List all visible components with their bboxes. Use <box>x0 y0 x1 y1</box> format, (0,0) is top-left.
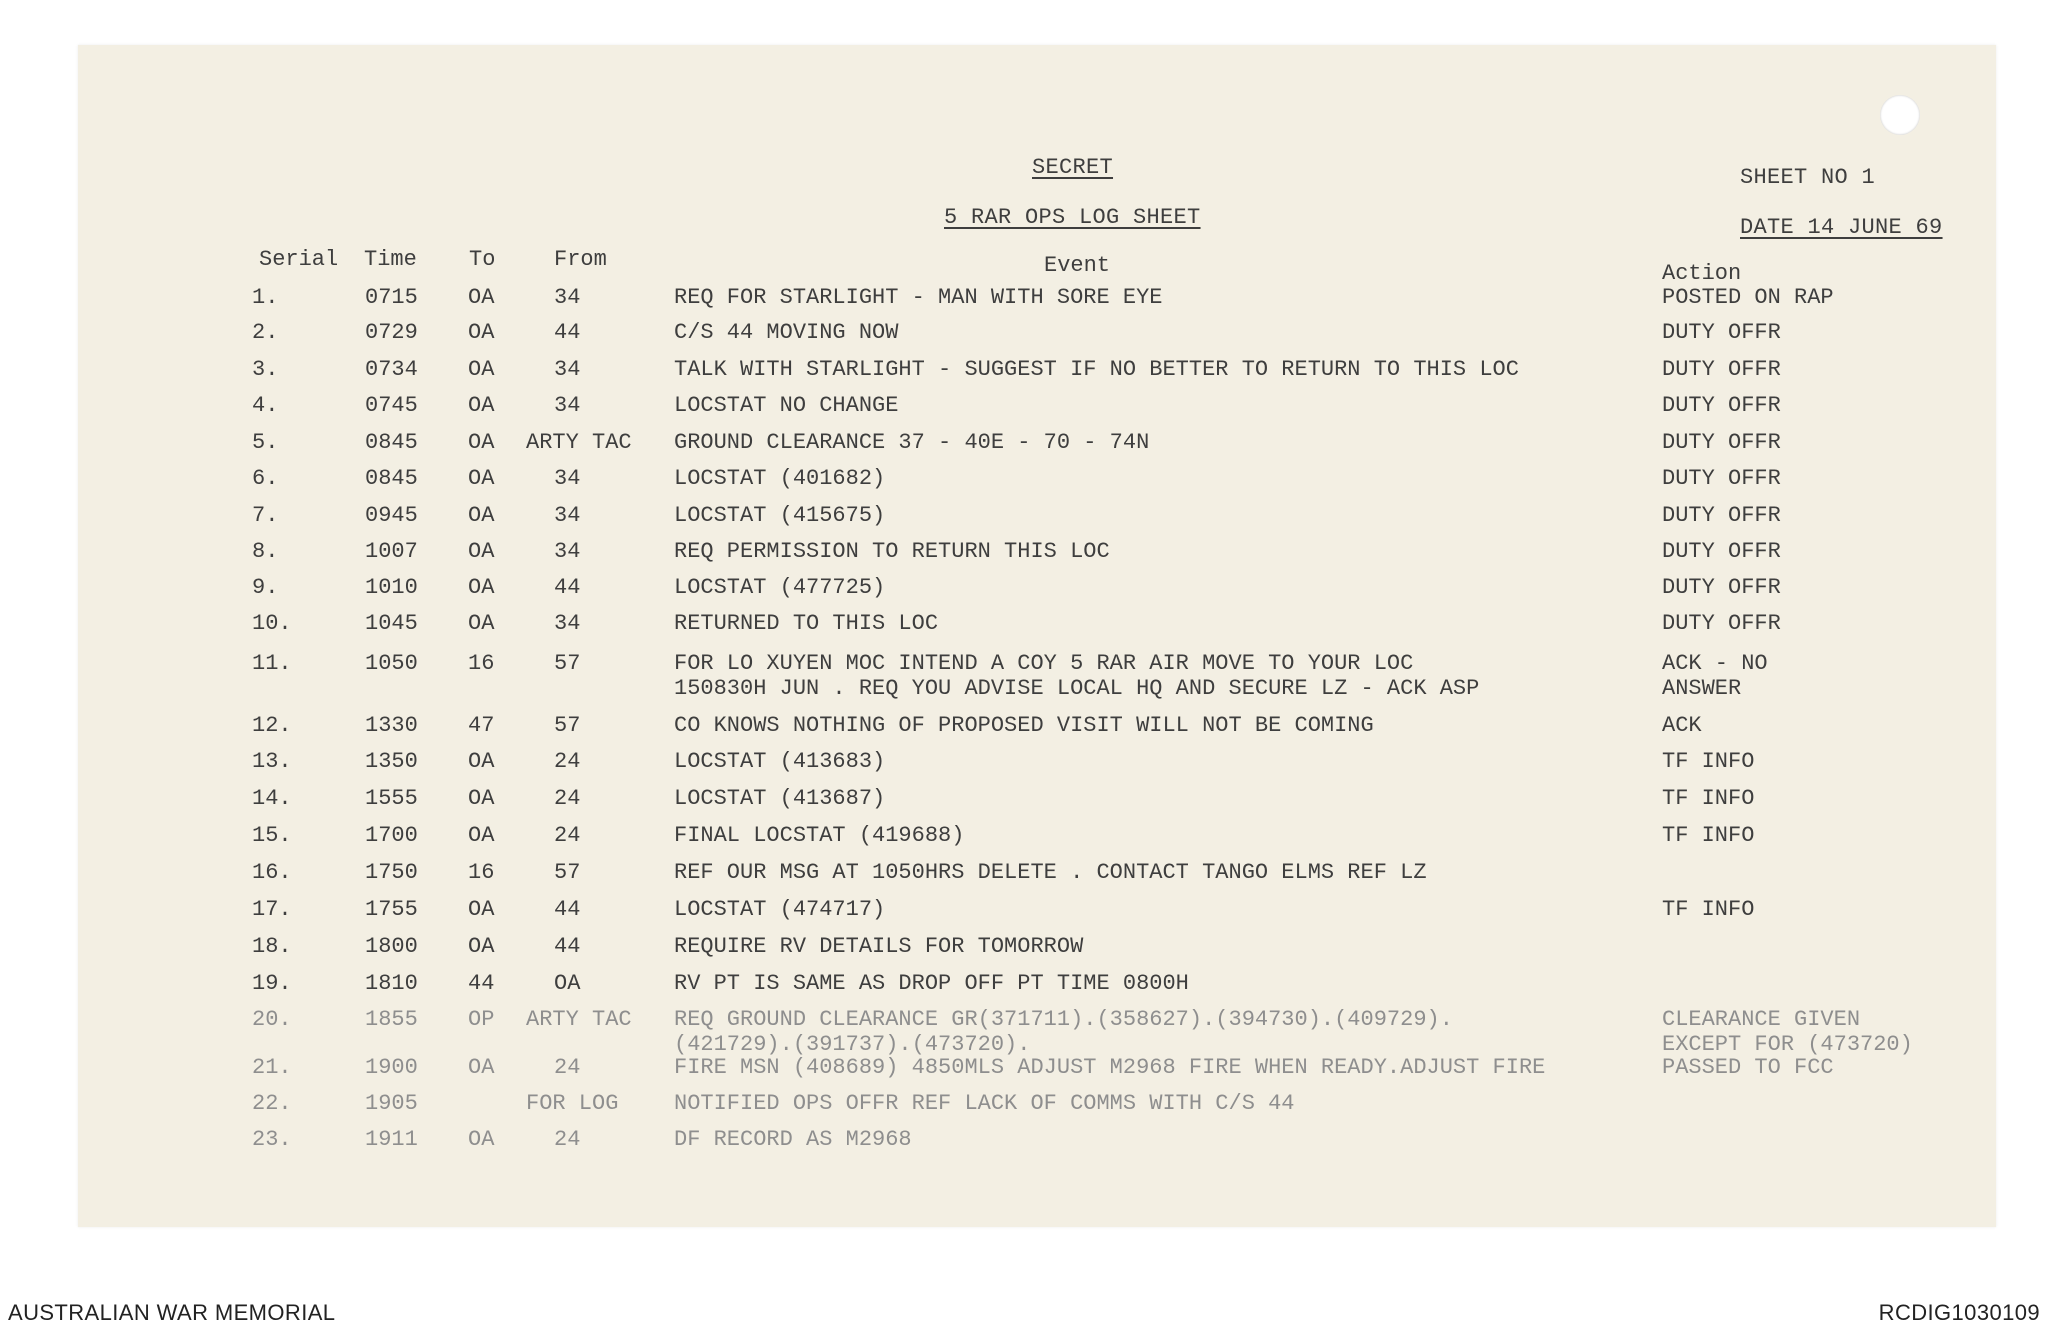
entry-from: 24 <box>554 1055 581 1080</box>
log-sheet-paper <box>78 45 1996 1227</box>
entry-event: LOCSTAT (415675) <box>674 503 886 528</box>
table-row <box>78 393 1996 418</box>
entry-serial: 19. <box>252 971 292 996</box>
table-row <box>78 897 1996 922</box>
table-row <box>78 971 1996 996</box>
entry-event: C/S 44 MOVING NOW <box>674 320 899 345</box>
entry-time: 0945 <box>365 503 418 528</box>
entry-event: FINAL LOCSTAT (419688) <box>674 823 965 848</box>
entry-serial: 23. <box>252 1127 292 1152</box>
document-title: 5 RAR OPS LOG SHEET <box>944 205 1201 230</box>
entry-action: POSTED ON RAP <box>1662 285 1834 310</box>
column-header-event: Event <box>1044 253 1111 278</box>
entry-serial: 4. <box>252 393 279 418</box>
entry-time: 1905 <box>365 1091 418 1116</box>
entry-serial: 3. <box>252 357 279 382</box>
entry-event: DF RECORD AS M2968 <box>674 1127 912 1152</box>
entry-serial: 22. <box>252 1091 292 1116</box>
entry-serial: 11. <box>252 651 292 676</box>
entry-to: OA <box>468 575 495 600</box>
entry-action: ACK <box>1662 713 1702 738</box>
table-row <box>78 934 1996 959</box>
column-header-from: From <box>554 247 607 272</box>
entry-time: 0734 <box>365 357 418 382</box>
entry-from: 34 <box>554 285 581 310</box>
entry-from: 34 <box>554 393 581 418</box>
entry-time: 0845 <box>365 430 418 455</box>
entry-action: PASSED TO FCC <box>1662 1055 1834 1080</box>
entry-action: DUTY OFFR <box>1662 466 1781 491</box>
entry-time: 1750 <box>365 860 418 885</box>
entry-action: ACK - NO ANSWER <box>1662 651 1768 701</box>
sheet-date: DATE 14 JUNE 69 <box>1740 215 1943 240</box>
entry-serial: 8. <box>252 539 279 564</box>
table-row <box>78 1007 1996 1057</box>
entry-to: OA <box>468 430 495 455</box>
entry-serial: 16. <box>252 860 292 885</box>
entry-action: CLEARANCE GIVEN EXCEPT FOR (473720) <box>1662 1007 1913 1057</box>
table-row <box>78 466 1996 491</box>
entry-time: 1700 <box>365 823 418 848</box>
entry-from: 57 <box>554 651 581 676</box>
column-header-to: To <box>469 247 496 272</box>
entry-time: 1810 <box>365 971 418 996</box>
entry-from: 24 <box>554 1127 581 1152</box>
entry-event: RV PT IS SAME AS DROP OFF PT TIME 0800H <box>674 971 1189 996</box>
entry-serial: 21. <box>252 1055 292 1080</box>
entry-from: 34 <box>554 503 581 528</box>
entry-serial: 13. <box>252 749 292 774</box>
entry-from: FOR LOG <box>526 1091 619 1116</box>
entry-action: DUTY OFFR <box>1662 539 1781 564</box>
entry-serial: 20. <box>252 1007 292 1032</box>
entry-serial: 14. <box>252 786 292 811</box>
entry-time: 0715 <box>365 285 418 310</box>
entry-to: 44 <box>468 971 495 996</box>
entry-time: 1007 <box>365 539 418 564</box>
entry-action: TF INFO <box>1662 749 1755 774</box>
entry-event: REF OUR MSG AT 1050HRS DELETE . CONTACT TANGO ELMS REF LZ <box>674 860 1427 885</box>
entry-event: REQ PERMISSION TO RETURN THIS LOC <box>674 539 1110 564</box>
footer-reference: RCDIG1030109 <box>1878 1300 2040 1325</box>
table-row <box>78 651 1996 701</box>
sheet-number: SHEET NO 1 <box>1740 165 1876 190</box>
punch-hole <box>1880 95 1920 135</box>
entry-event: LOCSTAT (413687) <box>674 786 886 811</box>
entry-to: 16 <box>468 860 495 885</box>
entry-to: OA <box>468 539 495 564</box>
entry-time: 0729 <box>365 320 418 345</box>
footer-institution: AUSTRALIAN WAR MEMORIAL <box>8 1300 336 1325</box>
entry-event: REQ FOR STARLIGHT - MAN WITH SORE EYE <box>674 285 1163 310</box>
entry-from: 57 <box>554 860 581 885</box>
entry-to: OA <box>468 749 495 774</box>
table-row <box>78 1127 1996 1152</box>
entry-serial: 2. <box>252 320 279 345</box>
entry-serial: 7. <box>252 503 279 528</box>
entry-event: LOCSTAT (413683) <box>674 749 886 774</box>
entry-to: 47 <box>468 713 495 738</box>
entry-to: 16 <box>468 651 495 676</box>
entry-event: REQ GROUND CLEARANCE GR(371711).(358627).(394730).(409729). (421729).(391737).(473720). <box>674 1007 1453 1057</box>
entry-action: DUTY OFFR <box>1662 503 1781 528</box>
entry-serial: 17. <box>252 897 292 922</box>
entry-serial: 1. <box>252 285 279 310</box>
entry-to: OA <box>468 320 495 345</box>
entry-to: OA <box>468 823 495 848</box>
entry-event: LOCSTAT (401682) <box>674 466 886 491</box>
entry-serial: 5. <box>252 430 279 455</box>
entry-action: DUTY OFFR <box>1662 320 1781 345</box>
entry-time: 1330 <box>365 713 418 738</box>
entry-time: 1800 <box>365 934 418 959</box>
entry-to: OA <box>468 934 495 959</box>
entry-event: FIRE MSN (408689) 4850MLS ADJUST M2968 FIRE WHEN READY.ADJUST FIRE <box>674 1055 1546 1080</box>
table-row <box>78 539 1996 564</box>
table-row <box>78 503 1996 528</box>
entry-time: 1911 <box>365 1127 418 1152</box>
table-row <box>78 430 1996 455</box>
table-row <box>78 713 1996 738</box>
entry-event: LOCSTAT (477725) <box>674 575 886 600</box>
entry-to: OA <box>468 393 495 418</box>
entry-from: ARTY TAC <box>526 430 632 455</box>
entry-time: 0845 <box>365 466 418 491</box>
entry-from: 44 <box>554 575 581 600</box>
entry-to: OP <box>468 1007 495 1032</box>
column-header-serial: Serial <box>259 247 339 272</box>
entry-time: 1755 <box>365 897 418 922</box>
table-row <box>78 611 1996 636</box>
entry-to: OA <box>468 503 495 528</box>
table-row <box>78 575 1996 600</box>
entry-from: OA <box>554 971 581 996</box>
entry-event: FOR LO XUYEN MOC INTEND A COY 5 RAR AIR MOVE TO YOUR LOC 150830H JUN . REQ YOU ADVISE LOCAL HQ AND SECURE LZ - ACK ASP <box>674 651 1480 701</box>
entry-action: DUTY OFFR <box>1662 575 1781 600</box>
entry-to: OA <box>468 897 495 922</box>
table-row <box>78 320 1996 345</box>
entry-from: 34 <box>554 466 581 491</box>
entry-time: 1855 <box>365 1007 418 1032</box>
entry-event: NOTIFIED OPS OFFR REF LACK OF COMMS WITH C/S 44 <box>674 1091 1295 1116</box>
entry-time: 1350 <box>365 749 418 774</box>
entry-from: 44 <box>554 897 581 922</box>
entry-time: 1010 <box>365 575 418 600</box>
entry-from: 34 <box>554 539 581 564</box>
entry-serial: 12. <box>252 713 292 738</box>
entry-to: OA <box>468 611 495 636</box>
table-row <box>78 285 1996 310</box>
entry-from: 34 <box>554 357 581 382</box>
entry-serial: 6. <box>252 466 279 491</box>
entry-action: TF INFO <box>1662 823 1755 848</box>
entry-event: GROUND CLEARANCE 37 - 40E - 70 - 74N <box>674 430 1150 455</box>
table-row <box>78 1055 1996 1080</box>
entry-from: 24 <box>554 823 581 848</box>
entry-to: OA <box>468 357 495 382</box>
entry-action: DUTY OFFR <box>1662 393 1781 418</box>
entry-from: 24 <box>554 786 581 811</box>
entry-action: TF INFO <box>1662 786 1755 811</box>
entry-time: 1050 <box>365 651 418 676</box>
entry-serial: 18. <box>252 934 292 959</box>
entry-action: DUTY OFFR <box>1662 430 1781 455</box>
table-row <box>78 749 1996 774</box>
classification-heading: SECRET <box>1032 155 1114 180</box>
entry-time: 0745 <box>365 393 418 418</box>
entry-event: REQUIRE RV DETAILS FOR TOMORROW <box>674 934 1084 959</box>
entry-event: LOCSTAT NO CHANGE <box>674 393 899 418</box>
entry-from: 44 <box>554 320 581 345</box>
column-header-action: Action <box>1662 261 1742 286</box>
entry-from: 44 <box>554 934 581 959</box>
table-row <box>78 786 1996 811</box>
entry-action: DUTY OFFR <box>1662 611 1781 636</box>
entry-time: 1555 <box>365 786 418 811</box>
entry-time: 1045 <box>365 611 418 636</box>
entry-event: CO KNOWS NOTHING OF PROPOSED VISIT WILL NOT BE COMING <box>674 713 1374 738</box>
entry-to: OA <box>468 466 495 491</box>
entry-event: LOCSTAT (474717) <box>674 897 886 922</box>
entry-action: DUTY OFFR <box>1662 357 1781 382</box>
table-row <box>78 823 1996 848</box>
table-row <box>78 1091 1996 1116</box>
table-row <box>78 860 1996 885</box>
entry-to: OA <box>468 1055 495 1080</box>
entry-serial: 9. <box>252 575 279 600</box>
entry-from: ARTY TAC <box>526 1007 632 1032</box>
column-header-time: Time <box>364 247 417 272</box>
entry-event: RETURNED TO THIS LOC <box>674 611 939 636</box>
entry-time: 1900 <box>365 1055 418 1080</box>
entry-to: OA <box>468 285 495 310</box>
entry-serial: 10. <box>252 611 292 636</box>
entry-action: TF INFO <box>1662 897 1755 922</box>
entry-serial: 15. <box>252 823 292 848</box>
entry-to: OA <box>468 1127 495 1152</box>
entry-from: 34 <box>554 611 581 636</box>
entry-event: TALK WITH STARLIGHT - SUGGEST IF NO BETTER TO RETURN TO THIS LOC <box>674 357 1519 382</box>
table-row <box>78 357 1996 382</box>
entry-from: 24 <box>554 749 581 774</box>
entry-to: OA <box>468 786 495 811</box>
entry-from: 57 <box>554 713 581 738</box>
